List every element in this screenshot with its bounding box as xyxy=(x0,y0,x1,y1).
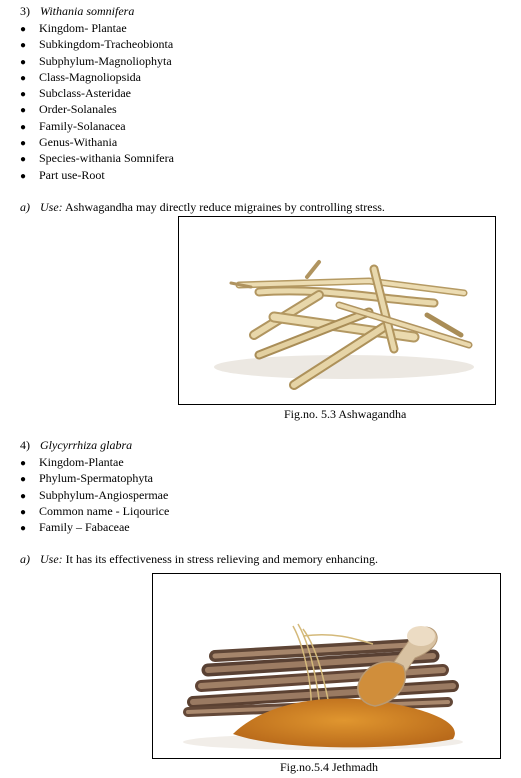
bullet-icon: ● xyxy=(20,523,27,535)
figure-caption-jethmadh: Fig.no.5.4 Jethmadh xyxy=(280,760,378,774)
section-title: Glycyrrhiza glabra xyxy=(40,438,133,452)
list-item: ● Genus-Withania xyxy=(20,134,174,150)
list-item: ● Subphylum-Magnoliophyta xyxy=(20,53,174,69)
list-item: ● Species-withania Somnifera xyxy=(20,150,174,166)
bullet-icon: ● xyxy=(20,24,27,35)
bullet-icon: ● xyxy=(20,138,27,150)
jethmadh-image xyxy=(152,573,501,759)
section-number: 3) xyxy=(20,4,30,18)
list-item: ● Part use-Root xyxy=(20,167,174,183)
bullet-icon: ● xyxy=(20,490,27,502)
use-text: Ashwagandha may directly reduce migraines by controlling stress. xyxy=(62,200,385,214)
bullet-icon: ● xyxy=(20,474,27,486)
list-item: ● Kingdom-Plantae xyxy=(20,454,169,470)
bullet-icon: ● xyxy=(20,56,27,68)
section-title: Withania somnifera xyxy=(40,4,135,18)
use-letter: a) xyxy=(20,552,30,566)
bullet-icon: ● xyxy=(20,121,27,133)
list-item: ● Subkingdom-Tracheobionta xyxy=(20,36,174,52)
list-item: ● Family – Fabaceae xyxy=(20,519,169,535)
use-paragraph-withania xyxy=(20,200,385,215)
list-item: ● Class-Magnoliopsida xyxy=(20,69,174,85)
use-paragraph-glycyrrhiza xyxy=(20,552,378,567)
bullet-icon: ● xyxy=(20,72,27,84)
bullet-icon: ● xyxy=(20,170,27,182)
bullet-icon: ● xyxy=(20,458,27,469)
list-item: ● Subclass-Asteridae xyxy=(20,85,174,101)
taxonomy-list-withania xyxy=(20,20,174,183)
use-label: Use: xyxy=(40,200,63,214)
liquorice-sticks-powder-illustration xyxy=(153,574,500,758)
list-item: ● Subphylum-Angiospermae xyxy=(20,487,169,503)
ashwagandha-image xyxy=(178,216,496,405)
list-item: ● Order-Solanales xyxy=(20,101,174,117)
bullet-icon: ● xyxy=(20,506,27,518)
use-text: It has its effectiveness in stress relieving and memory enhancing. xyxy=(62,552,379,566)
use-label: Use: xyxy=(40,552,63,566)
bullet-icon: ● xyxy=(20,105,27,117)
list-item: ● Common name - Liqourice xyxy=(20,503,169,519)
section-number: 4) xyxy=(20,438,30,452)
bullet-icon: ● xyxy=(20,89,27,101)
use-letter: a) xyxy=(20,200,30,214)
bullet-icon: ● xyxy=(20,40,27,52)
ashwagandha-roots-illustration xyxy=(179,217,495,404)
section-heading-glycyrrhiza xyxy=(20,438,132,453)
list-item: ● Family-Solanacea xyxy=(20,118,174,134)
taxonomy-list-glycyrrhiza xyxy=(20,454,169,535)
list-item: ● Phylum-Spermatophyta xyxy=(20,470,169,486)
section-heading-withania xyxy=(20,4,134,19)
bullet-icon: ● xyxy=(20,154,27,166)
list-item: ● Kingdom- Plantae xyxy=(20,20,174,36)
figure-caption-ashwagandha: Fig.no. 5.3 Ashwagandha xyxy=(284,407,407,421)
